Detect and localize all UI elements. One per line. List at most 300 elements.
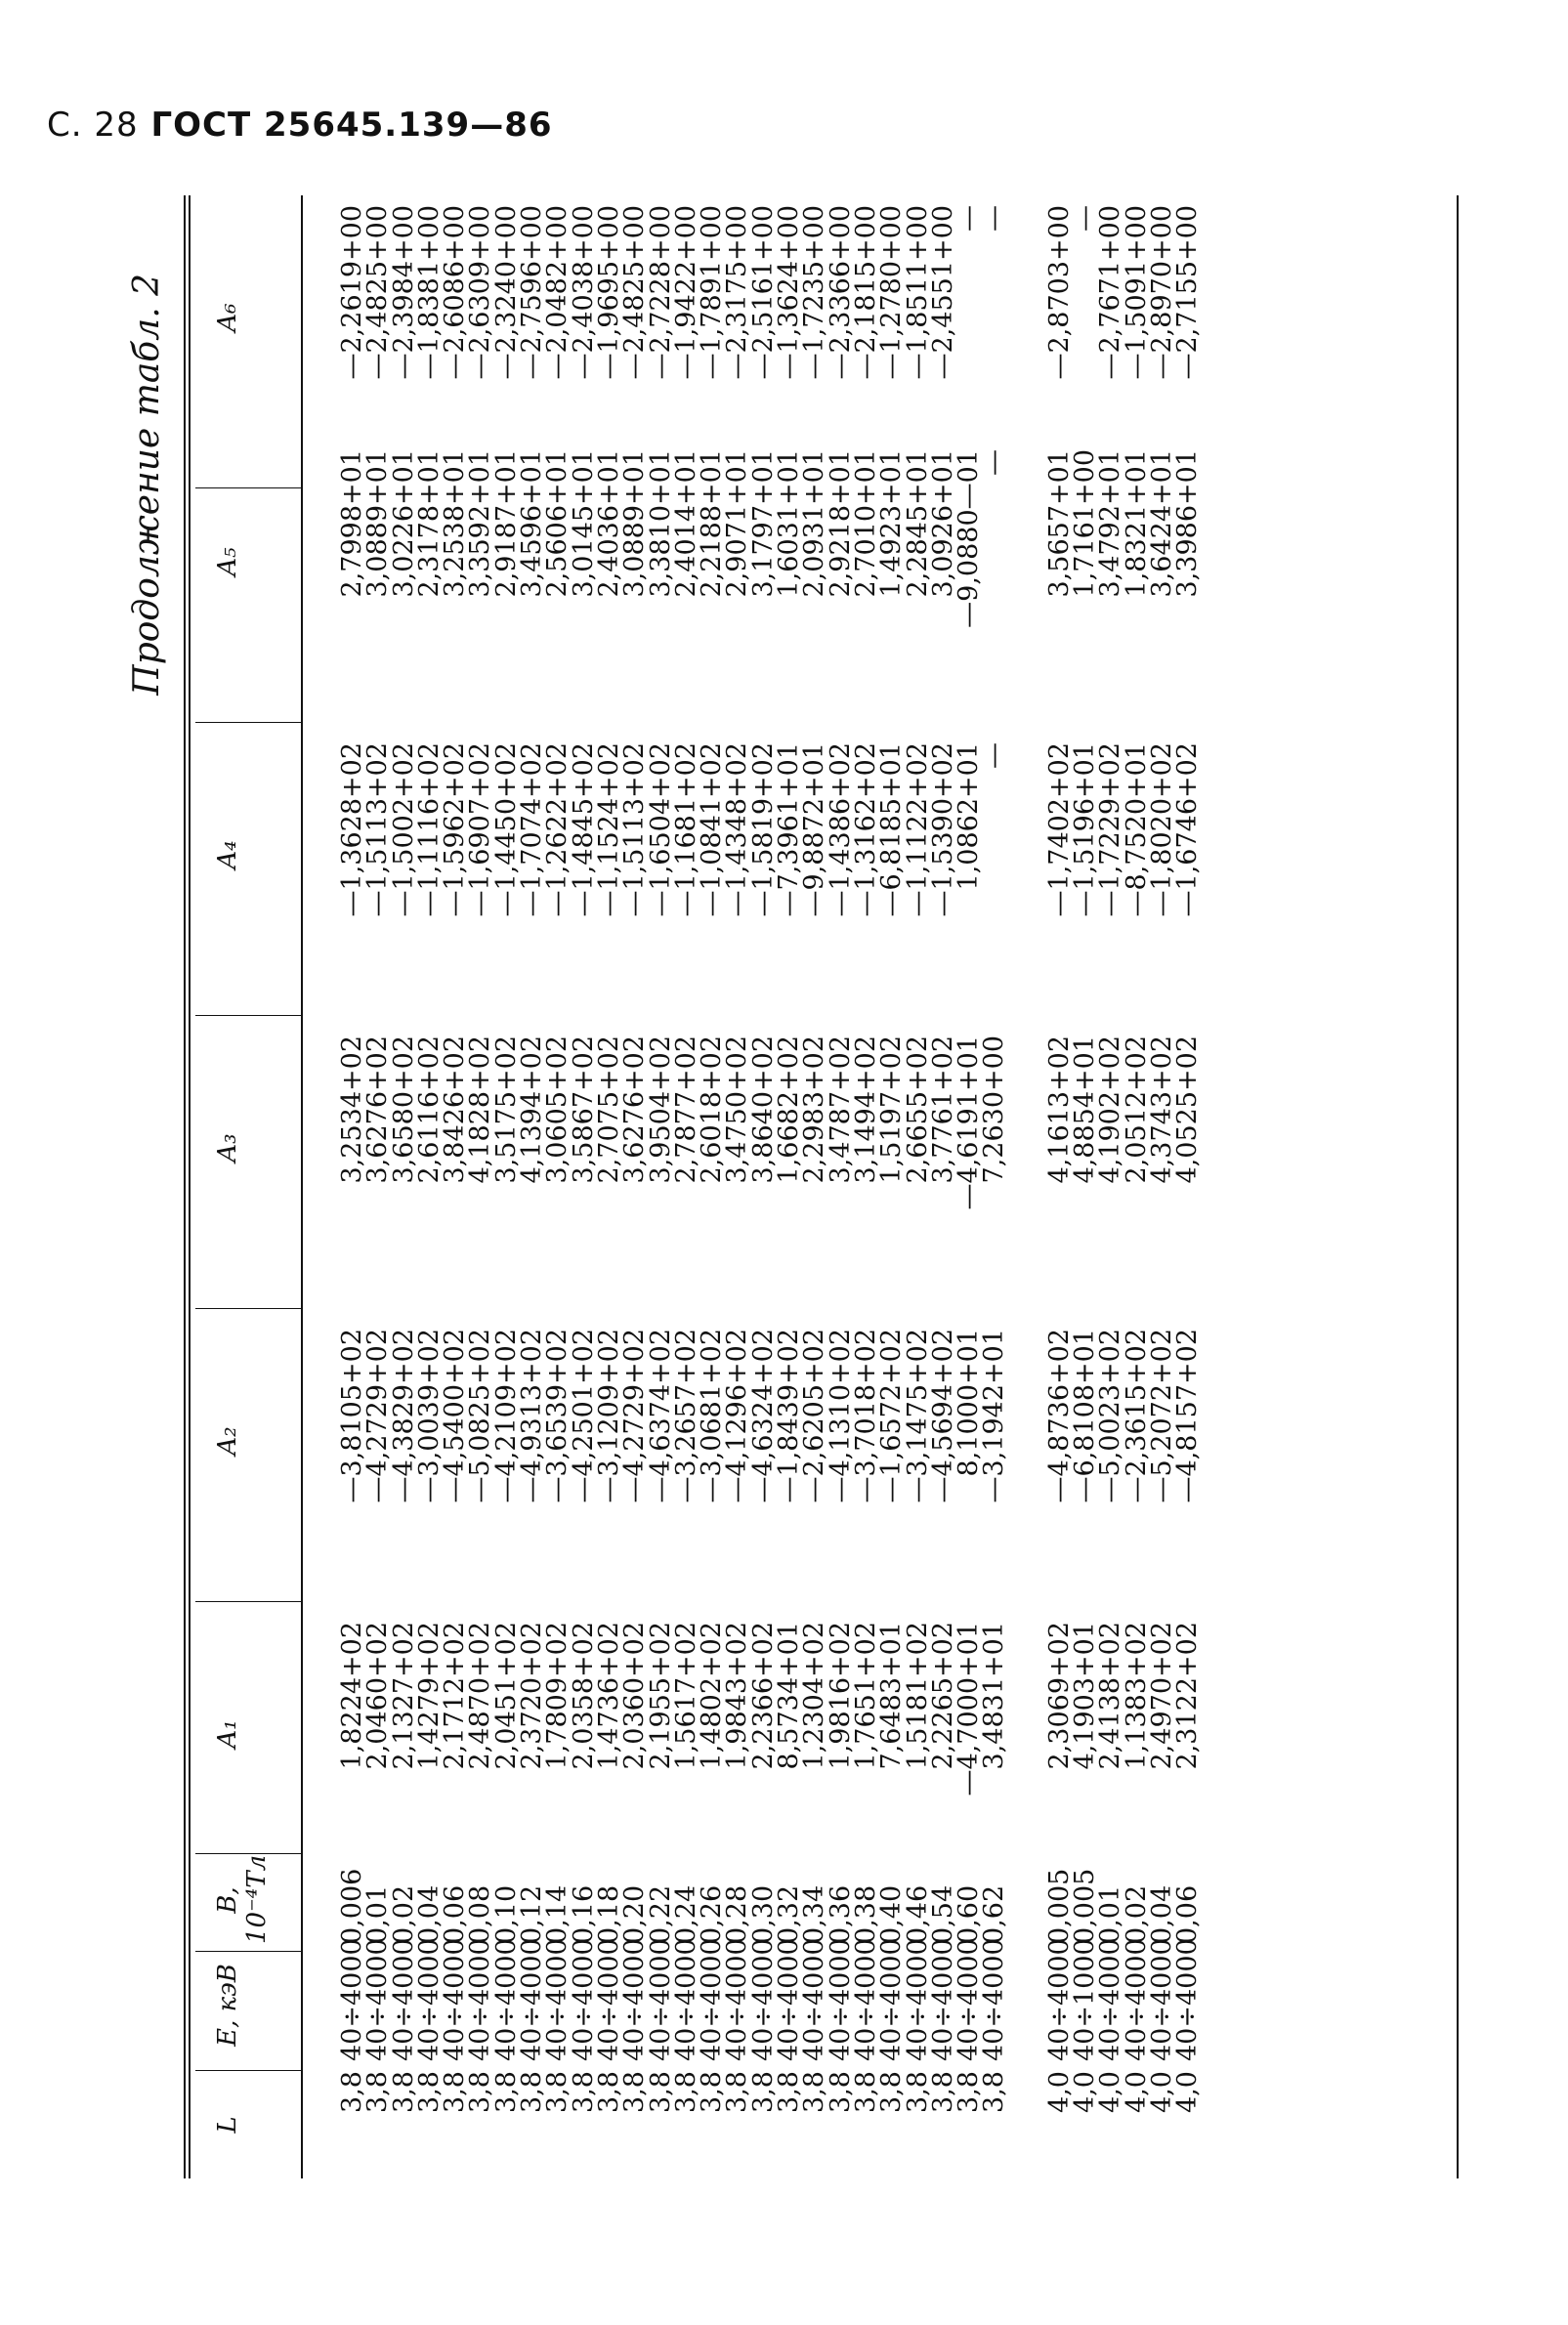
table-cell: —3,1209+02	[593, 1329, 624, 1503]
table-cell: —1,9695+00	[593, 205, 624, 380]
table-cell: 2,9187+01	[490, 449, 522, 598]
table-cell: 3,8	[362, 2071, 394, 2113]
table-cell: 2,6655+02	[902, 1036, 933, 1184]
table-cell: —1,3624+00	[774, 205, 805, 380]
table-cell: 4,1828+02	[465, 1036, 496, 1184]
table-cell: —	[979, 205, 1010, 232]
table-cell: 0,22	[645, 1884, 676, 1944]
table-cell: —4,2729+02	[362, 1329, 394, 1503]
column-separator	[195, 1853, 301, 1854]
table-cell: 3,8	[388, 2071, 419, 2113]
group-2-column-a3	[1043, 1036, 1204, 1260]
table-cell: —4,3829+02	[388, 1329, 419, 1503]
table-cell: 3,0889+01	[619, 449, 651, 598]
table-cell: —2,7596+00	[517, 205, 548, 380]
table-cell: —1,1681+02	[670, 742, 701, 917]
table-cell: 40÷4000	[979, 1938, 1010, 2061]
table-cell: —1,5002+02	[388, 742, 419, 917]
column-header-a1: A₁	[213, 1719, 242, 1749]
table-cell: —1,4348+02	[722, 742, 753, 917]
table-cell: 0,26	[697, 1884, 728, 1944]
table-cell: 2,4036+01	[593, 449, 624, 598]
table-cell: 40÷4000	[645, 1938, 676, 2061]
table-cell: —1,4386+02	[825, 742, 856, 917]
table-cell: —1,5113+02	[362, 742, 394, 917]
table-cell: 1,5197+02	[876, 1036, 908, 1184]
column-header-l: L	[213, 2116, 242, 2134]
table-cell: 1,7161+00	[1070, 449, 1101, 598]
table-cell: 0,04	[1146, 1884, 1177, 1944]
group-1-column-a3	[337, 1036, 1010, 1260]
table-cell: 0,36	[825, 1884, 856, 1944]
table-cell: —4,2729+02	[619, 1329, 651, 1503]
table-cell: 2,0460+02	[362, 1622, 394, 1770]
table-cell: 0,006	[337, 1868, 367, 1944]
table-cell: —1,8439+02	[774, 1329, 805, 1503]
table-cell: —1,2780+00	[876, 205, 908, 380]
table-body	[337, 195, 1459, 2178]
table-cell: 40÷4000	[465, 1938, 496, 2061]
table-cell: 0,005	[1070, 1868, 1101, 1944]
table-cell: 40÷4000	[542, 1938, 573, 2061]
table-cell: —2,0482+00	[542, 205, 573, 380]
table-cell: 2,3720+02	[517, 1622, 548, 1770]
table-cell: —4,6374+02	[645, 1329, 676, 1503]
table-cell: 2,2366+02	[747, 1622, 779, 1770]
table-cell: 0,20	[619, 1884, 651, 1944]
table-cell: 40÷4000	[1121, 1938, 1152, 2061]
table-cell: 4,0	[1043, 2071, 1075, 2113]
table-cell: 3,8	[697, 2071, 728, 2113]
table-cell: —3,2657+02	[670, 1329, 701, 1503]
table-cell: —2,4825+00	[619, 205, 651, 380]
group-1-column-l	[337, 2071, 1010, 2178]
table-cell: 40÷4000	[490, 1938, 522, 2061]
group-2-column-a2	[1043, 1329, 1204, 1553]
table-cell: 40÷4000	[413, 1938, 445, 2061]
table-cell: 1,4736+02	[593, 1622, 624, 1770]
table-cell: —	[979, 742, 1010, 769]
table-cell: 0,02	[1121, 1884, 1152, 1944]
table-cell: 3,5175+02	[490, 1036, 522, 1184]
table-cell: 0,46	[902, 1884, 933, 1944]
table-cell: 4,0	[1146, 2071, 1177, 2113]
table-cell: 3,8	[465, 2071, 496, 2113]
table-cell: —1,3162+02	[850, 742, 881, 917]
table-cell: 40÷4000	[593, 1938, 624, 2061]
table-cell: 8,5734+01	[774, 1622, 805, 1770]
table-cell: 2,3178+01	[413, 449, 445, 598]
table-cell: 2,3069+02	[1043, 1622, 1075, 1770]
table-cell: 3,8	[645, 2071, 676, 2113]
table-cell: —1,5819+02	[747, 742, 779, 917]
table-cell: 2,3122+02	[1172, 1622, 1204, 1770]
table-cell: 2,2265+02	[927, 1622, 958, 1770]
table-top-rule	[184, 195, 186, 2178]
table-cell: 40÷4000	[1146, 1938, 1177, 2061]
column-separator	[195, 2070, 301, 2071]
table-cell: 3,8	[670, 2071, 701, 2113]
table-cell: 0,10	[490, 1884, 522, 1944]
column-header-a6: A₆	[213, 303, 242, 332]
table-cell: 40÷4000	[440, 1938, 471, 2061]
table-cell: —1,1122+02	[902, 742, 933, 917]
table-cell: 1,4802+02	[697, 1622, 728, 1770]
table-cell: —1,6572+02	[876, 1329, 908, 1503]
table-cell: 1,6031+01	[774, 449, 805, 598]
table-cell: 40÷4000	[388, 1938, 419, 2061]
table-cell: 0,08	[465, 1884, 496, 1944]
table-cell: —4,6191+01	[954, 1036, 985, 1210]
table-cell: —3,0681+02	[697, 1329, 728, 1503]
table-cell: 2,7075+02	[593, 1036, 624, 1184]
table-cell: 3,0605+02	[542, 1036, 573, 1184]
table-cell: 3,4792+01	[1095, 449, 1126, 598]
table-cell: 40÷4000	[619, 1938, 651, 2061]
table-cell: 1,4923+01	[876, 449, 908, 598]
table-cell: —1,5091+00	[1121, 205, 1152, 380]
table-cell: 2,0512+02	[1121, 1036, 1152, 1184]
table-cell: —4,6324+02	[747, 1329, 779, 1503]
table-cell: 3,2538+01	[440, 449, 471, 598]
table-cell: 4,0525+02	[1172, 1036, 1204, 1184]
table-cell: —2,4551+00	[927, 205, 958, 380]
table-cell: 1,2304+02	[799, 1622, 830, 1770]
table-cell: —3,0039+02	[413, 1329, 445, 1503]
table-cell: 3,8	[619, 2071, 651, 2113]
table-cell: —1,8020+02	[1146, 742, 1177, 917]
table-cell: —2,8970+00	[1146, 205, 1177, 380]
table-cell: 3,6276+02	[362, 1036, 394, 1184]
table-cell: 3,5657+01	[1043, 449, 1075, 598]
table-cell: 1,1383+02	[1121, 1622, 1152, 1770]
table-cell: —5,2072+02	[1146, 1329, 1177, 1503]
table-cell: —	[979, 449, 1010, 476]
table-cell: —4,5694+02	[927, 1329, 958, 1503]
table-cell: —6,8108+01	[1070, 1329, 1101, 1503]
table-cell: —2,4038+00	[568, 205, 599, 380]
table-cell: 3,2534+02	[337, 1036, 367, 1184]
table-cell: —3,1475+02	[902, 1329, 933, 1503]
column-separator	[195, 1015, 301, 1016]
table-top-rule-2	[189, 195, 191, 2178]
table-cell: —4,8157+02	[1172, 1329, 1204, 1503]
table-cell: —1,7229+02	[1095, 742, 1126, 917]
group-1-column-a6	[337, 205, 1010, 430]
column-separator	[195, 487, 301, 488]
table-cell: 0,01	[362, 1884, 394, 1944]
data-table	[184, 195, 1459, 2178]
table-cell: —2,7155+00	[1172, 205, 1204, 380]
table-cell: 3,1797+01	[747, 449, 779, 598]
page-header	[47, 106, 553, 145]
table-cell: —3,8105+02	[337, 1329, 367, 1503]
table-cell: —2,7671+00	[1095, 205, 1126, 380]
table-cell: 4,0	[1095, 2071, 1126, 2113]
table-cell: 1,8224+02	[337, 1622, 367, 1770]
table-cell: 1,9816+02	[825, 1622, 856, 1770]
table-cell: 4,0	[1070, 2071, 1101, 2113]
column-separator	[195, 1951, 301, 1952]
table-cell: 2,7998+01	[337, 449, 367, 598]
table-cell: —2,5161+00	[747, 205, 779, 380]
table-cell: 40÷4000	[954, 1938, 985, 2061]
table-cell: —5,0023+02	[1095, 1329, 1126, 1503]
table-cell: —1,5196+01	[1070, 742, 1101, 917]
table-cell: 4,1394+02	[517, 1036, 548, 1184]
table-cell: 3,8	[413, 2071, 445, 2113]
table-cell: 40÷4000	[825, 1938, 856, 2061]
standard-code: ГОСТ 25645.139—86	[150, 106, 553, 145]
table-cell: 2,6116+02	[413, 1036, 445, 1184]
table-cell: —1,7891+00	[697, 205, 728, 380]
table-cell: —1,0841+02	[697, 742, 728, 917]
table-cell: 0,54	[927, 1884, 958, 1944]
table-cell: 3,8	[722, 2071, 753, 2113]
table-cell: —1,1524+02	[593, 742, 624, 917]
table-cell: 40÷4000	[568, 1938, 599, 2061]
table-cell: 40÷4000	[1172, 1938, 1204, 2061]
table-cell: 1,0862+01	[954, 742, 985, 891]
table-cell: 2,7010+01	[850, 449, 881, 598]
table-cell: —1,6907+02	[465, 742, 496, 917]
table-cell: —2,6086+00	[440, 205, 471, 380]
table-cell: 7,2630+00	[979, 1036, 1010, 1184]
table-cell: —2,3984+00	[388, 205, 419, 380]
table-cell: 2,0931+01	[799, 449, 830, 598]
table-cell: 2,0358+02	[568, 1622, 599, 1770]
table-cell: 3,6424+01	[1146, 449, 1177, 598]
table-cell: 3,7761+02	[927, 1036, 958, 1184]
table-cell: —1,7402+02	[1043, 742, 1075, 917]
table-cell: —4,1296+02	[722, 1329, 753, 1503]
table-cell: —1,8511+00	[902, 205, 933, 380]
table-cell: —1,5113+02	[619, 742, 651, 917]
table-cell: —6,8185+01	[876, 742, 908, 917]
table-cell: 3,6580+02	[388, 1036, 419, 1184]
table-cell: 4,8854+01	[1070, 1036, 1101, 1184]
table-cell: 40÷4000	[670, 1938, 701, 2061]
table-cell: —9,8872+01	[799, 742, 830, 917]
table-cell: 0,02	[388, 1884, 419, 1944]
table-cell: —4,2501+02	[568, 1329, 599, 1503]
table-cell: 2,2845+01	[902, 449, 933, 598]
table-cell: 3,5867+02	[568, 1036, 599, 1184]
table-cell: 2,2983+02	[799, 1036, 830, 1184]
table-cell: 40÷1000	[1070, 1938, 1101, 2061]
table-cell: 0,62	[979, 1884, 1010, 1944]
table-cell: 3,9504+02	[645, 1036, 676, 1184]
table-cell: 2,1712+02	[440, 1622, 471, 1770]
table-cell: —7,3961+01	[774, 742, 805, 917]
table-cell: 3,8	[799, 2071, 830, 2113]
table-cell: —9,0880—01	[954, 449, 985, 628]
table-cell: —1,9422+00	[670, 205, 701, 380]
table-cell: 2,9218+01	[825, 449, 856, 598]
group-2-column-a5	[1043, 449, 1204, 674]
group-1-column-a2	[337, 1329, 1010, 1553]
table-cell: —1,7235+00	[799, 205, 830, 380]
table-cell: —	[1070, 205, 1101, 232]
table-cell: —2,8703+00	[1043, 205, 1075, 380]
table-cell: 0,06	[440, 1884, 471, 1944]
table-cell: 40÷4000	[902, 1938, 933, 2061]
table-cell: 40÷4000	[747, 1938, 779, 2061]
table-cell: —	[954, 205, 985, 232]
table-cell: 3,8	[979, 2071, 1010, 2113]
header-bottom-rule	[301, 195, 303, 2178]
table-cell: 0,12	[517, 1884, 548, 1944]
table-cell: —2,3175+00	[722, 205, 753, 380]
table-cell: 3,4596+01	[517, 449, 548, 598]
table-cell: 3,8	[568, 2071, 599, 2113]
table-cell: 0,34	[799, 1884, 830, 1944]
table-cell: 3,3592+01	[465, 449, 496, 598]
table-cell: 0,28	[722, 1884, 753, 1944]
column-header-a4: A₄	[213, 840, 242, 869]
table-cell: 3,8	[876, 2071, 908, 2113]
table-caption: Продолжение табл. 2	[127, 274, 167, 696]
table-cell: —1,6504+02	[645, 742, 676, 917]
column-header-e: E, кэВ	[213, 1964, 242, 2047]
table-cell: —2,6309+00	[465, 205, 496, 380]
table-cell: 3,8	[593, 2071, 624, 2113]
table-cell: 2,4870+02	[465, 1622, 496, 1770]
table-cell: 40÷4000	[850, 1938, 881, 2061]
table-cell: 2,4138+02	[1095, 1622, 1126, 1770]
table-cell: 3,4787+02	[825, 1036, 856, 1184]
table-cell: —1,7074+02	[517, 742, 548, 917]
table-cell: 7,6483+01	[876, 1622, 908, 1770]
table-cell: 40÷4000	[876, 1938, 908, 2061]
table-cell: 3,3986+01	[1172, 449, 1204, 598]
table-cell: 2,7877+02	[670, 1036, 701, 1184]
table-cell: —1,5962+02	[440, 742, 471, 917]
table-cell: —1,8381+00	[413, 205, 445, 380]
group-2-column-l	[1043, 2071, 1204, 2178]
table-cell: 2,2188+01	[697, 449, 728, 598]
column-separator	[195, 722, 301, 723]
table-cell: 2,9071+01	[722, 449, 753, 598]
table-cell: —5,0825+02	[465, 1329, 496, 1503]
table-cell: —1,4450+02	[490, 742, 522, 917]
group-1-column-a4	[337, 742, 1010, 967]
table-cell: —4,1310+02	[825, 1329, 856, 1503]
column-header-a5: A₅	[213, 547, 242, 576]
table-cell: 0,38	[850, 1884, 881, 1944]
table-cell: 4,3743+02	[1146, 1036, 1177, 1184]
column-header-a3: A₃	[213, 1133, 242, 1162]
table-cell: 2,5606+01	[542, 449, 573, 598]
table-cell: 1,9843+02	[722, 1622, 753, 1770]
table-cell: —2,6205+02	[799, 1329, 830, 1503]
table-cell: 40÷4000	[362, 1938, 394, 2061]
table-cell: 3,8	[490, 2071, 522, 2113]
table-cell: —1,4845+02	[568, 742, 599, 917]
table-cell: 2,1955+02	[645, 1622, 676, 1770]
table-cell: 0,18	[593, 1884, 624, 1944]
table-cell: 3,8	[774, 2071, 805, 2113]
column-header-a2: A₂	[213, 1426, 242, 1456]
group-2-column-b	[1043, 1856, 1204, 1944]
table-cell: 40÷4000	[799, 1938, 830, 2061]
table-cell: 1,8321+01	[1121, 449, 1152, 598]
table-cell: —2,3366+00	[825, 205, 856, 380]
table-cell: —3,6539+02	[542, 1329, 573, 1503]
table-cell: 8,1000+01	[954, 1329, 985, 1477]
table-cell: 3,8	[927, 2071, 958, 2113]
table-cell: —1,1116+02	[413, 742, 445, 917]
table-cell: 3,4750+02	[722, 1036, 753, 1184]
table-cell: 3,8426+02	[440, 1036, 471, 1184]
table-cell: 1,5181+02	[902, 1622, 933, 1770]
table-cell: 2,4970+02	[1146, 1622, 1177, 1770]
page-number: С. 28	[47, 106, 139, 145]
table-cell: 3,8	[850, 2071, 881, 2113]
table-cell: 2,1327+02	[388, 1622, 419, 1770]
table-cell: 3,8	[440, 2071, 471, 2113]
table-cell: 0,40	[876, 1884, 908, 1944]
table-cell: 1,7809+02	[542, 1622, 573, 1770]
table-cell: 40÷4000	[774, 1938, 805, 2061]
table-cell: 40÷4000	[337, 1938, 367, 2061]
table-cell: 0,06	[1172, 1884, 1204, 1944]
column-header-b: B, 10⁻⁴Тл	[213, 1854, 272, 1944]
column-separator	[195, 1308, 301, 1309]
table-cell: 40÷4000	[927, 1938, 958, 2061]
table-cell: 3,8	[542, 2071, 573, 2113]
table-cell: —1,3628+02	[337, 742, 367, 917]
table-cell: 40÷4000	[697, 1938, 728, 2061]
group-2-column-a4	[1043, 742, 1204, 967]
table-cell: 40÷4000	[1095, 1938, 1126, 2061]
table-cell: 3,6276+02	[619, 1036, 651, 1184]
table-cell: 40÷4000	[517, 1938, 548, 2061]
table-cell: 4,1903+01	[1070, 1622, 1101, 1770]
table-cell: 0,60	[954, 1884, 985, 1944]
table-cell: 0,01	[1095, 1884, 1126, 1944]
table-cell: 3,8640+02	[747, 1036, 779, 1184]
table-cell: 3,0145+01	[568, 449, 599, 598]
group-1-column-a1	[337, 1622, 1010, 1846]
table-cell: 2,0451+02	[490, 1622, 522, 1770]
column-separator	[195, 1601, 301, 1602]
table-cell: —1,5390+02	[927, 742, 958, 917]
table-cell: 3,8	[517, 2071, 548, 2113]
table-cell: 4,0	[1172, 2071, 1204, 2113]
table-cell: 3,0926+01	[927, 449, 958, 598]
group-2-column-a6	[1043, 205, 1204, 430]
group-2-column-a1	[1043, 1622, 1204, 1846]
table-cell: 40÷4000	[1043, 1938, 1075, 2061]
table-cell: —3,1942+01	[979, 1329, 1010, 1503]
table-cell: 3,8	[954, 2071, 985, 2113]
table-cell: 0,04	[413, 1884, 445, 1944]
table-cell: —1,6746+02	[1172, 742, 1204, 917]
table-cell: 3,0889+01	[362, 449, 394, 598]
table-cell: 3,8	[825, 2071, 856, 2113]
table-cell: 2,4014+01	[670, 449, 701, 598]
table-cell: —2,3615+02	[1121, 1329, 1152, 1503]
table-cell: 4,0	[1121, 2071, 1152, 2113]
table-cell: 1,4279+02	[413, 1622, 445, 1770]
table-cell: —3,7018+02	[850, 1329, 881, 1503]
table-cell: —2,4825+00	[362, 205, 394, 380]
table-cell: 2,0360+02	[619, 1622, 651, 1770]
table-cell: 3,4831+01	[979, 1622, 1010, 1770]
table-cell: —4,7000+01	[954, 1622, 985, 1797]
table-cell: 1,5617+02	[670, 1622, 701, 1770]
